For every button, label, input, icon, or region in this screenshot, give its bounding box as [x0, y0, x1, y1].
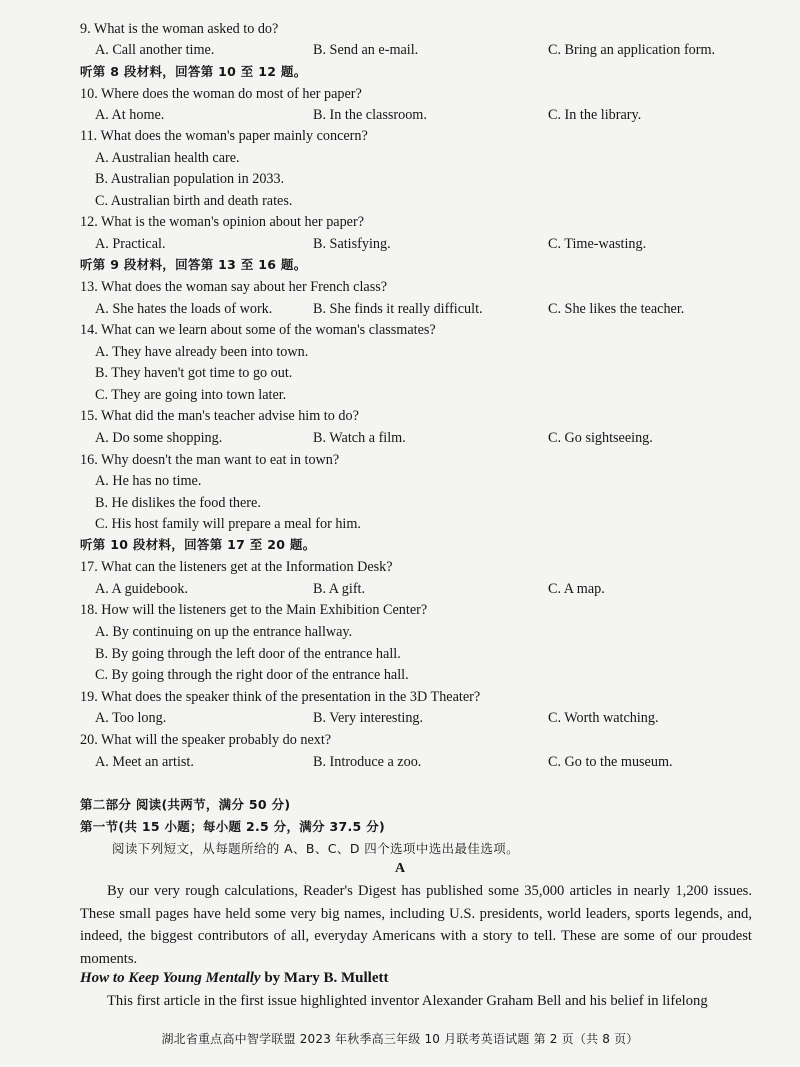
question-17-option-c: C. A map.: [548, 581, 605, 597]
question-11-option-c: C. Australian birth and death rates.: [95, 193, 293, 209]
question-18-stem: 18. How will the listeners get to the Main Exhibition Center?: [80, 602, 428, 618]
question-18-option-a: A. By continuing on up the entrance hallway.: [95, 624, 353, 640]
question-16-option-a: A. He has no time.: [95, 473, 202, 489]
question-14-option-a: A. They have already been into town.: [95, 344, 309, 360]
question-11-stem: 11. What does the woman's paper mainly concern?: [80, 128, 368, 144]
article-title-line: [80, 968, 388, 988]
section-10-instruction: 听第 10 段材料，回答第 17 至 20 题。: [80, 537, 316, 552]
question-20-stem: 20. What will the speaker probably do next?: [80, 732, 332, 748]
question-20-option-a: A. Meet an artist.: [95, 754, 194, 770]
question-19-option-a: A. Too long.: [95, 710, 167, 726]
passage-paragraph-1: By our very rough calculations, Reader's Digest has published some 35,000 articles in nearly 1,200 issues. These small pages have held some very big names, including U.S. presidents, world leaders, sports legends, and, indeed, the biggest contributors of all, everyday Americans with a story to tell. These are some of our proudest moments.: [80, 883, 752, 967]
section-8-instruction: 听第 8 段材料，回答第 10 至 12 题。: [80, 64, 307, 79]
question-16-stem: 16. Why doesn't the man want to eat in town?: [80, 452, 340, 468]
question-18-option-c: C. By going through the right door of the entrance hall.: [95, 667, 409, 683]
question-13-stem: 13. What does the woman say about her French class?: [80, 279, 388, 295]
question-16-option-b: B. He dislikes the food there.: [95, 495, 261, 511]
question-13-option-b: B. She finds it really difficult.: [313, 301, 483, 317]
question-12-stem: 12. What is the woman's opinion about her paper?: [80, 214, 365, 230]
question-15-option-c: C. Go sightseeing.: [548, 430, 653, 446]
question-20-option-b: B. Introduce a zoo.: [313, 754, 422, 770]
question-19-option-b: B. Very interesting.: [313, 710, 424, 726]
section-9-instruction: 听第 9 段材料，回答第 13 至 16 题。: [80, 257, 307, 272]
question-14-option-c: C. They are going into town later.: [95, 387, 287, 403]
question-14-stem: 14. What can we learn about some of the woman's classmates?: [80, 322, 436, 338]
question-10-option-a: A. At home.: [95, 107, 165, 123]
passage-paragraph-2: This first article in the first issue highlighted inventor Alexander Graham Bell and his belief in lifelong: [107, 993, 708, 1009]
question-13-option-a: A. She hates the loads of work.: [95, 301, 273, 317]
question-14-option-b: B. They haven't got time to go out.: [95, 365, 293, 381]
question-16-option-c: C. His host family will prepare a meal for him.: [95, 516, 361, 532]
question-12-option-c: C. Time-wasting.: [548, 236, 647, 252]
question-17-option-b: B. A gift.: [313, 581, 366, 597]
question-17-stem: 17. What can the listeners get at the Information Desk?: [80, 559, 393, 575]
question-10-stem: 10. Where does the woman do most of her paper?: [80, 86, 362, 102]
question-18-option-b: B. By going through the left door of the entrance hall.: [95, 646, 401, 662]
question-11-option-b: B. Australian population in 2033.: [95, 171, 285, 187]
question-17-option-a: A. A guidebook.: [95, 581, 189, 597]
passage-letter: A: [394, 861, 406, 876]
question-15-stem: 15. What did the man's teacher advise him to do?: [80, 408, 359, 424]
page-footer: 湖北省重点高中智学联盟 2023 年秋季高三年级 10 月联考英语试题 第 2 页（共 8 页）: [161, 1032, 639, 1046]
section-1-heading: 第一节(共 15 小题；每小题 2.5 分，满分 37.5 分): [80, 819, 386, 834]
question-9-option-c: C. Bring an application form.: [548, 42, 716, 58]
question-10-option-c: C. In the library.: [548, 107, 642, 123]
question-9-option-a: A. Call another time.: [95, 42, 215, 58]
question-15-option-a: A. Do some shopping.: [95, 430, 223, 446]
question-19-stem: 19. What does the speaker think of the presentation in the 3D Theater?: [80, 689, 481, 705]
question-12-option-b: B. Satisfying.: [313, 236, 391, 252]
question-11-option-a: A. Australian health care.: [95, 150, 240, 166]
question-20-option-c: C. Go to the museum.: [548, 754, 673, 770]
question-12-option-a: A. Practical.: [95, 236, 166, 252]
article-author: by Mary B. Mullett: [260, 970, 389, 986]
part-2-heading: 第二部分 阅读(共两节，满分 50 分): [80, 797, 291, 812]
question-9-stem: 9. What is the woman asked to do?: [80, 21, 279, 37]
question-10-option-b: B. In the classroom.: [313, 107, 427, 123]
question-13-option-c: C. She likes the teacher.: [548, 301, 685, 317]
question-9-option-b: B. Send an e-mail.: [313, 42, 419, 58]
question-19-option-c: C. Worth watching.: [548, 710, 659, 726]
question-15-option-b: B. Watch a film.: [313, 430, 406, 446]
reading-instruction: 阅读下列短文，从每题所给的 A、B、C、D 四个选项中选出最佳选项。: [112, 841, 520, 856]
article-title: How to Keep Young Mentally: [80, 970, 261, 986]
